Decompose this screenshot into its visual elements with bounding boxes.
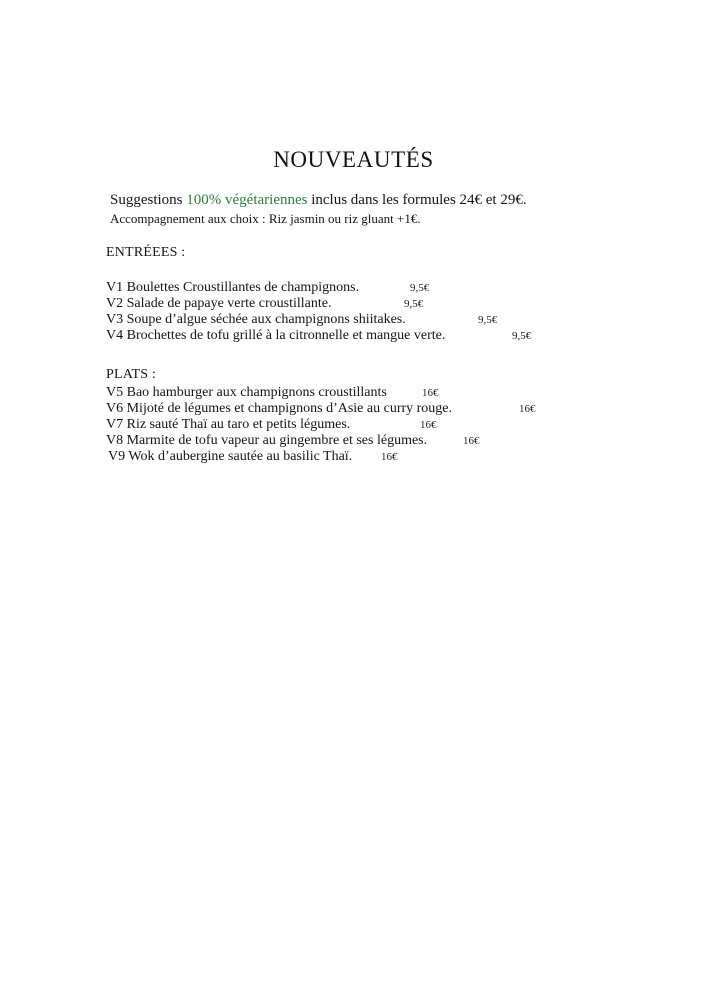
suggestions-suffix: inclus dans les formules 24€ et 29€.	[307, 192, 527, 208]
menu-item-price: 9,5€	[404, 298, 424, 310]
section-heading-entrees: ENTRÉEES :	[106, 245, 186, 260]
menu-item	[106, 417, 666, 433]
menu-item-price: 16€	[422, 387, 439, 399]
menu-item-price: 16€	[381, 451, 398, 463]
section-plats	[106, 366, 666, 465]
menu-item	[106, 449, 666, 465]
menu-item-price: 9,5€	[410, 282, 430, 294]
menu-item	[106, 385, 666, 401]
menu-item-price: 16€	[519, 403, 536, 415]
menu-item-price: 9,5€	[478, 314, 498, 326]
menu-item-name: V7 Riz sauté Thaï au taro et petits légumes.	[106, 417, 351, 432]
section-entrees	[106, 244, 666, 344]
menu-item-name: V3 Soupe d’algue séchée aux champignons shiitakes.	[106, 312, 406, 327]
menu-item-name: V6 Mijoté de légumes et champignons d’Asie au curry rouge.	[106, 401, 453, 416]
menu-item	[106, 312, 666, 328]
menu-item-name: V2 Salade de papaye verte croustillante.	[106, 296, 332, 311]
vegetarian-highlight: 100% végétariennes	[186, 192, 308, 208]
menu-item-name: V1 Boulettes Croustillantes de champignons.	[106, 280, 360, 295]
menu-list-plats	[106, 385, 666, 465]
menu-item-price: 16€	[463, 435, 480, 447]
menu-item	[106, 280, 666, 296]
menu-item	[106, 296, 666, 312]
menu-list-entrees	[106, 280, 666, 344]
menu-item	[106, 401, 666, 417]
menu-item-name: V4 Brochettes de tofu grillé à la citronnelle et mangue verte.	[106, 328, 446, 343]
menu-item-name: V8 Marmite de tofu vapeur au gingembre et ses légumes.	[106, 433, 428, 448]
menu-item-name: V5 Bao hamburger aux champignons croustillants	[106, 385, 387, 400]
menu-item-price: 9,5€	[512, 330, 532, 342]
menu-item	[106, 328, 666, 344]
menu-item-name: V9 Wok d’aubergine sautée au basilic Thaï.	[108, 449, 353, 464]
menu-item	[106, 433, 666, 449]
menu-item-price: 16€	[420, 419, 437, 431]
suggestions-prefix: Suggestions	[110, 192, 187, 208]
accompagnement-line: Accompagnement aux choix : Riz jasmin ou riz gluant +1€.	[110, 211, 421, 226]
section-heading-plats: PLATS :	[106, 367, 157, 382]
suggestions-line	[110, 191, 527, 210]
page-title: NOUVEAUTÉS	[273, 147, 434, 173]
